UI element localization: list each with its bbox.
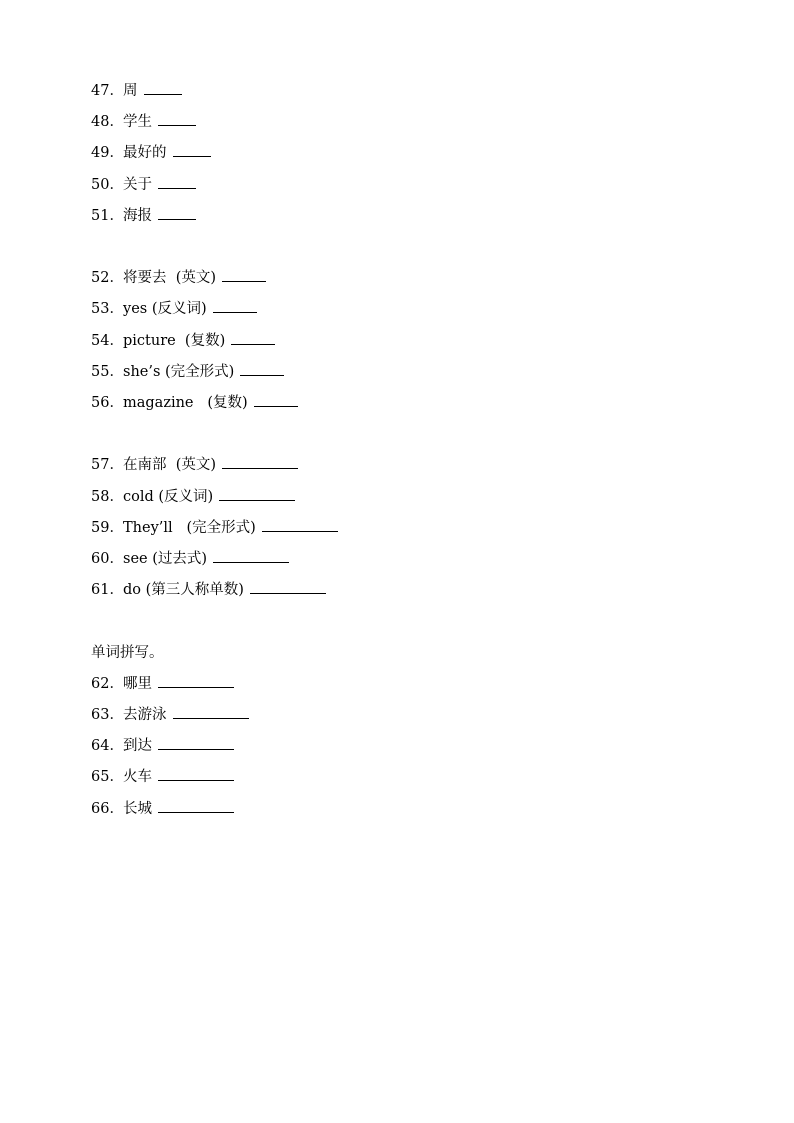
answer-blank[interactable]: [231, 330, 275, 345]
question-text: 关于: [123, 177, 152, 193]
question-text: 周: [123, 83, 138, 99]
answer-blank[interactable]: [213, 298, 257, 313]
question-number: 54．: [91, 333, 124, 349]
question-54: [91, 329, 275, 353]
question-50: [91, 173, 196, 197]
answer-blank[interactable]: [222, 454, 298, 469]
answer-blank[interactable]: [250, 579, 326, 594]
question-number: 47．: [91, 83, 124, 99]
question-number: 56．: [91, 395, 124, 411]
answer-blank[interactable]: [254, 392, 298, 407]
question-text: 哪里: [123, 676, 152, 692]
answer-blank[interactable]: [158, 798, 234, 813]
question-63: [91, 703, 249, 727]
answer-blank[interactable]: [173, 704, 249, 719]
question-text: 在南部 (英文): [123, 457, 217, 473]
question-number: 65．: [91, 769, 124, 785]
answer-blank[interactable]: [158, 205, 196, 220]
question-text: 学生: [123, 114, 152, 130]
question-58: [91, 485, 295, 509]
answer-blank[interactable]: [240, 361, 284, 376]
question-52: [91, 266, 266, 290]
question-47: [91, 79, 182, 103]
question-number: 60．: [91, 551, 124, 567]
question-text: 火车: [123, 769, 152, 785]
question-51: [91, 204, 196, 228]
question-number: 51．: [91, 208, 124, 224]
question-number: 52．: [91, 270, 124, 286]
answer-blank[interactable]: [158, 111, 196, 126]
question-53: [91, 297, 257, 321]
question-60: [91, 547, 289, 571]
question-number: 66．: [91, 801, 124, 817]
question-text: see (过去式): [123, 551, 208, 567]
question-text: They’ll (完全形式): [123, 520, 256, 536]
answer-blank[interactable]: [262, 517, 338, 532]
question-text: 最好的: [123, 145, 167, 161]
question-number: 64．: [91, 738, 124, 754]
question-text: 长城: [123, 801, 152, 817]
answer-blank[interactable]: [144, 80, 182, 95]
question-49: [91, 141, 211, 165]
answer-blank[interactable]: [158, 174, 196, 189]
question-55: [91, 360, 284, 384]
section-heading: 单词拼写。: [91, 645, 164, 661]
question-66: [91, 797, 234, 821]
question-number: 48．: [91, 114, 124, 130]
question-56: [91, 391, 298, 415]
question-59: [91, 516, 338, 540]
question-text: 将要去 (英文): [123, 270, 217, 286]
question-number: 61．: [91, 582, 124, 598]
question-text: yes (反义词): [123, 301, 207, 317]
question-65: [91, 765, 234, 789]
question-text: she’s (完全形式): [123, 364, 235, 380]
question-61: [91, 578, 326, 602]
question-text: 去游泳: [123, 707, 167, 723]
answer-blank[interactable]: [173, 142, 211, 157]
question-62: [91, 672, 234, 696]
question-text: picture (复数): [123, 333, 226, 349]
question-number: 62．: [91, 676, 124, 692]
question-text: magazine (复数): [123, 395, 248, 411]
answer-blank[interactable]: [158, 673, 234, 688]
question-48: [91, 110, 196, 134]
answer-blank[interactable]: [213, 548, 289, 563]
question-57: [91, 453, 298, 477]
answer-blank[interactable]: [219, 486, 295, 501]
question-text: 海报: [123, 208, 152, 224]
question-text: 到达: [123, 738, 152, 754]
answer-blank[interactable]: [158, 766, 234, 781]
question-64: [91, 734, 234, 758]
question-text: cold (反义词): [123, 489, 214, 505]
question-number: 63．: [91, 707, 124, 723]
question-number: 57．: [91, 457, 124, 473]
question-number: 49．: [91, 145, 124, 161]
question-number: 55．: [91, 364, 124, 380]
answer-blank[interactable]: [158, 735, 234, 750]
question-number: 59．: [91, 520, 124, 536]
question-number: 50．: [91, 177, 124, 193]
question-number: 58．: [91, 489, 124, 505]
question-text: do (第三人称单数): [123, 582, 244, 598]
answer-blank[interactable]: [222, 267, 266, 282]
question-number: 53．: [91, 301, 124, 317]
